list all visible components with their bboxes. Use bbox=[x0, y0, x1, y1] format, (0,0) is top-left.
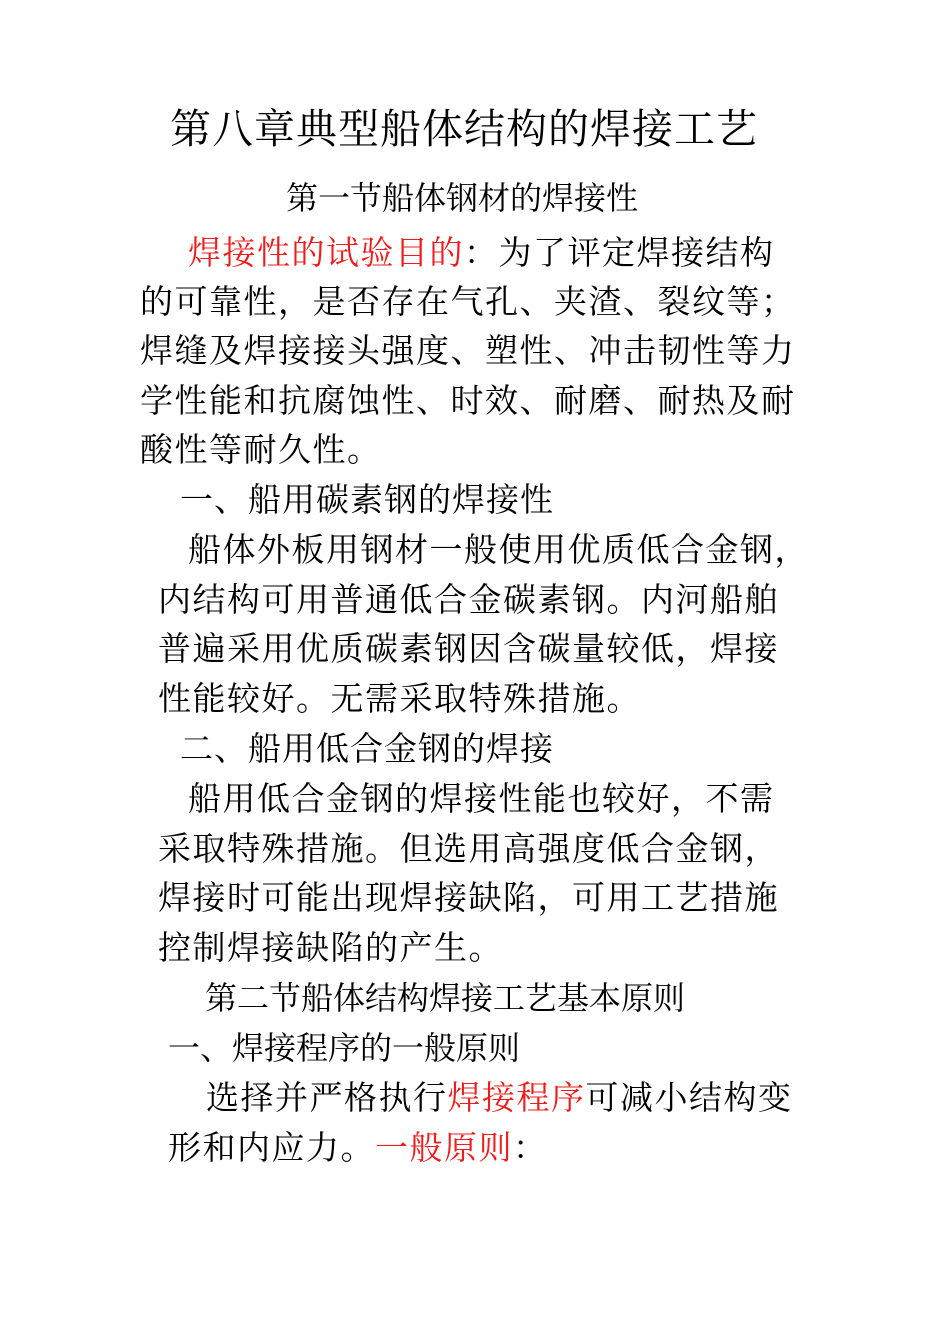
subheading-carbon-steel: 一、船用碳素钢的焊接性 bbox=[180, 480, 554, 519]
section-heading-1: 第一节船体钢材的焊接性 bbox=[286, 179, 639, 217]
carbon-steel-line-1: 船体外板用钢材一般使用优质低合金钢， bbox=[188, 530, 809, 569]
low-alloy-line-1: 船用低合金钢的焊接性能也较好，不需 bbox=[188, 779, 775, 818]
low-alloy-line-3: 焊接时可能出现焊接缺陷，可用工艺措施 bbox=[158, 878, 779, 917]
intro-line-1 bbox=[188, 231, 775, 275]
highlight-term-weldability-purpose: 焊接性的试验目的 bbox=[188, 233, 464, 272]
highlight-term-general-principle: 一般原则 bbox=[375, 1128, 513, 1167]
section-heading-2: 第二节船体结构焊接工艺基本原则 bbox=[205, 979, 686, 1017]
intro-line-4: 学性能和抗腐蚀性、时效、耐磨、耐热及耐 bbox=[140, 381, 796, 420]
carbon-steel-line-2: 内结构可用普通低合金碳素钢。内河船舶 bbox=[158, 580, 779, 619]
sequence-line-1 bbox=[206, 1076, 793, 1120]
low-alloy-line-4: 控制焊接缺陷的产生。 bbox=[158, 928, 503, 967]
sequence-line-1-text-a: 选择并严格执行 bbox=[206, 1078, 448, 1117]
sequence-line-1-text-b: 可减小结构变 bbox=[585, 1078, 793, 1117]
subheading-welding-sequence: 一、焊接程序的一般原则 bbox=[168, 1029, 521, 1067]
carbon-steel-line-4: 性能较好。无需采取特殊措施。 bbox=[158, 679, 641, 718]
intro-line-2: 的可靠性，是否存在气孔、夹渣、裂纹等； bbox=[140, 282, 796, 321]
subheading-low-alloy-steel: 二、船用低合金钢的焊接 bbox=[180, 729, 554, 768]
sequence-line-2-text-b: ： bbox=[513, 1128, 548, 1167]
intro-line-5: 酸性等耐久性。 bbox=[140, 430, 382, 469]
sequence-line-2 bbox=[168, 1126, 548, 1170]
low-alloy-line-2: 采取特殊措施。但选用高强度低合金钢， bbox=[158, 829, 779, 868]
sequence-line-2-text-a: 形和内应力。 bbox=[168, 1128, 375, 1167]
carbon-steel-line-3: 普遍采用优质碳素钢因含碳量较低，焊接 bbox=[158, 629, 779, 668]
highlight-term-welding-sequence: 焊接程序 bbox=[447, 1078, 586, 1117]
chapter-title: 第八章典型船体结构的焊接工艺 bbox=[170, 105, 758, 153]
intro-line-1-text: ：为了评定焊接结构 bbox=[464, 233, 775, 272]
intro-line-3: 焊缝及焊接接头强度、塑性、冲击韧性等力 bbox=[140, 331, 796, 370]
